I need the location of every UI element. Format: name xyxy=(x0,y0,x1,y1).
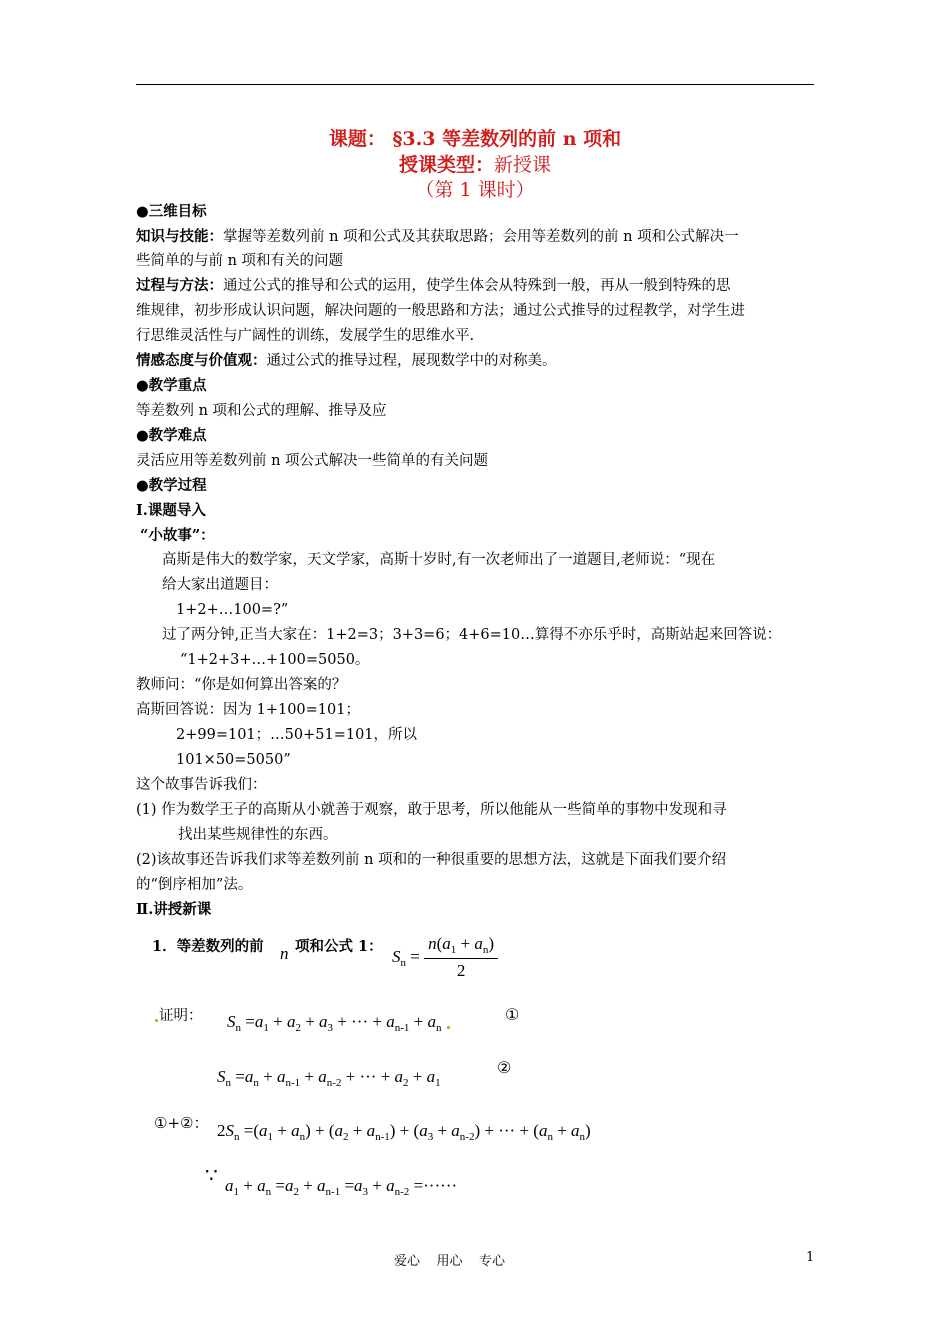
knowledge-line-2: 些简单的与前 n 项和有关的问题 xyxy=(136,253,344,269)
key-point-heading: ●教学重点 xyxy=(136,377,207,394)
sum-label: ①+②： xyxy=(154,1114,209,1132)
equation-1-marker: ① xyxy=(505,1005,520,1024)
equation-2-marker: ② xyxy=(497,1058,512,1077)
page-number: 1 xyxy=(806,1250,815,1265)
header-rule xyxy=(136,84,814,85)
section-new-lesson-heading: Ⅱ.讲授新课 xyxy=(136,901,212,918)
process-text: 通过公式的推导和公式的运用，使学生体会从特殊到一般，再从一般到特殊的思 xyxy=(223,278,731,294)
emotion-line xyxy=(136,352,557,370)
story-line: 过了两分钟,正当大家在：1+2=3；3+3=6；4+6=10…算得不亦乐乎时，高斯站起来回答说： xyxy=(162,627,782,643)
footer-motto: 爱心 用心 专心 xyxy=(394,1254,506,1269)
story-line: 101×50=5050” xyxy=(176,752,291,768)
story-line: 教师问：“你是如何算出答案的？ xyxy=(136,677,347,693)
story-line: (1) 作为数学王子的高斯从小就善于观察，敢于思考，所以他能从一些简单的事物中发现和寻 xyxy=(136,802,727,818)
knowledge-text: 掌握等差数列前 n 项和公式及其获取思路；会用等差数列的前 n 项和公式解决一 xyxy=(223,229,739,245)
story-title: “小故事”： xyxy=(140,527,215,544)
process-line-3: 行思维灵活性与广阔性的训练，发展学生的思维水平. xyxy=(136,328,475,344)
equation-pairs: $a_1 + a_n =a_2 + a_{n-1} =a_3 + a_{n-2}$ =······ xyxy=(225,1176,458,1198)
story-line: 找出某些规律性的东西。 xyxy=(178,827,338,843)
story-line: 2+99=101；…50+51=101，所以 xyxy=(176,727,418,743)
story-line: 的“倒序相加”法。 xyxy=(136,877,253,893)
story-line: 这个故事告诉我们： xyxy=(136,777,267,793)
process-line-2: 维规律，初步形成认识问题，解决问题的一般思路和方法；通过公式推导的过程教学，对学生进 xyxy=(136,303,745,319)
lesson-type-value: 新授课 xyxy=(494,154,552,176)
mark-dot xyxy=(155,1019,158,1022)
knowledge-label: 知识与技能： xyxy=(136,228,223,245)
knowledge-line-1 xyxy=(136,228,739,246)
process-line-1 xyxy=(136,277,731,295)
difficulty-text: 灵活应用等差数列前 n 项公式解决一些简单的有关问题 xyxy=(136,453,489,469)
formula-label xyxy=(152,938,264,956)
lesson-type xyxy=(136,150,814,177)
key-point-text: 等差数列 n 项和公式的理解、推导及应 xyxy=(136,403,387,419)
equation-sum: $2S_n =(a_1 + a_n) + (a_2 + a_{n-1}) + (a_3 + a_{n-2})$ + ··· + $(a_n + a_n)$ xyxy=(217,1121,591,1143)
mark-dot xyxy=(447,1026,450,1029)
goals-heading: ●三维目标 xyxy=(136,203,207,220)
story-line: 1+2+…100=?” xyxy=(176,602,289,618)
sum-formula: $S_n$ = $\frac{n(a_1 + a_n)}{2}$ xyxy=(392,934,498,981)
formula-label-part2: 项和公式 1： xyxy=(295,938,383,955)
formula-label-part1: 1．等差数列的前 xyxy=(152,938,264,955)
lesson-period: （第 1 课时） xyxy=(415,179,535,201)
because-symbol: ∵ xyxy=(205,1165,218,1187)
story-line: “1+2+3+…+100=5050。 xyxy=(180,652,370,668)
process-heading: ●教学过程 xyxy=(136,477,207,494)
emotion-text: 通过公式的推导过程，展现数学中的对称美。 xyxy=(266,353,557,369)
equation-1: $S_n =a_1 + a_2 + a_3$ + ··· + $a_{n-1} + a_n$ xyxy=(227,1012,451,1034)
proof-label-text: 证明： xyxy=(159,1008,203,1024)
emotion-label: 情感态度与价值观： xyxy=(136,352,267,369)
sum-fraction: $\frac{n(a_1 + a_n)}{2}$ xyxy=(424,934,498,981)
story-line: 高斯是伟大的数学家，天文学家，高斯十岁时,有一次老师出了一道题目,老师说：“现在 xyxy=(162,552,716,568)
equation-2: $S_n =a_n + a_{n-1} + a_{n-2}$ + ··· + $a_2 + a_1$ xyxy=(217,1067,441,1089)
story-line: (2)该故事还告诉我们求等差数列前 n 项和的一种很重要的思想方法，这就是下面我们要介绍 xyxy=(136,852,727,868)
formula-label-n: n xyxy=(280,944,289,963)
story-line: 给大家出道题目： xyxy=(162,577,278,593)
proof-label xyxy=(154,1007,203,1025)
process-label: 过程与方法： xyxy=(136,277,223,294)
section-intro-heading: Ⅰ.课题导入 xyxy=(136,502,206,519)
lesson-type-label: 授课类型： xyxy=(398,154,494,176)
lesson-title: 课题： §3.3 等差数列的前 n 项和 xyxy=(328,128,622,150)
story-line: 高斯回答说：因为 1+100=101； xyxy=(136,702,360,718)
difficulty-heading: ●教学难点 xyxy=(136,427,207,444)
